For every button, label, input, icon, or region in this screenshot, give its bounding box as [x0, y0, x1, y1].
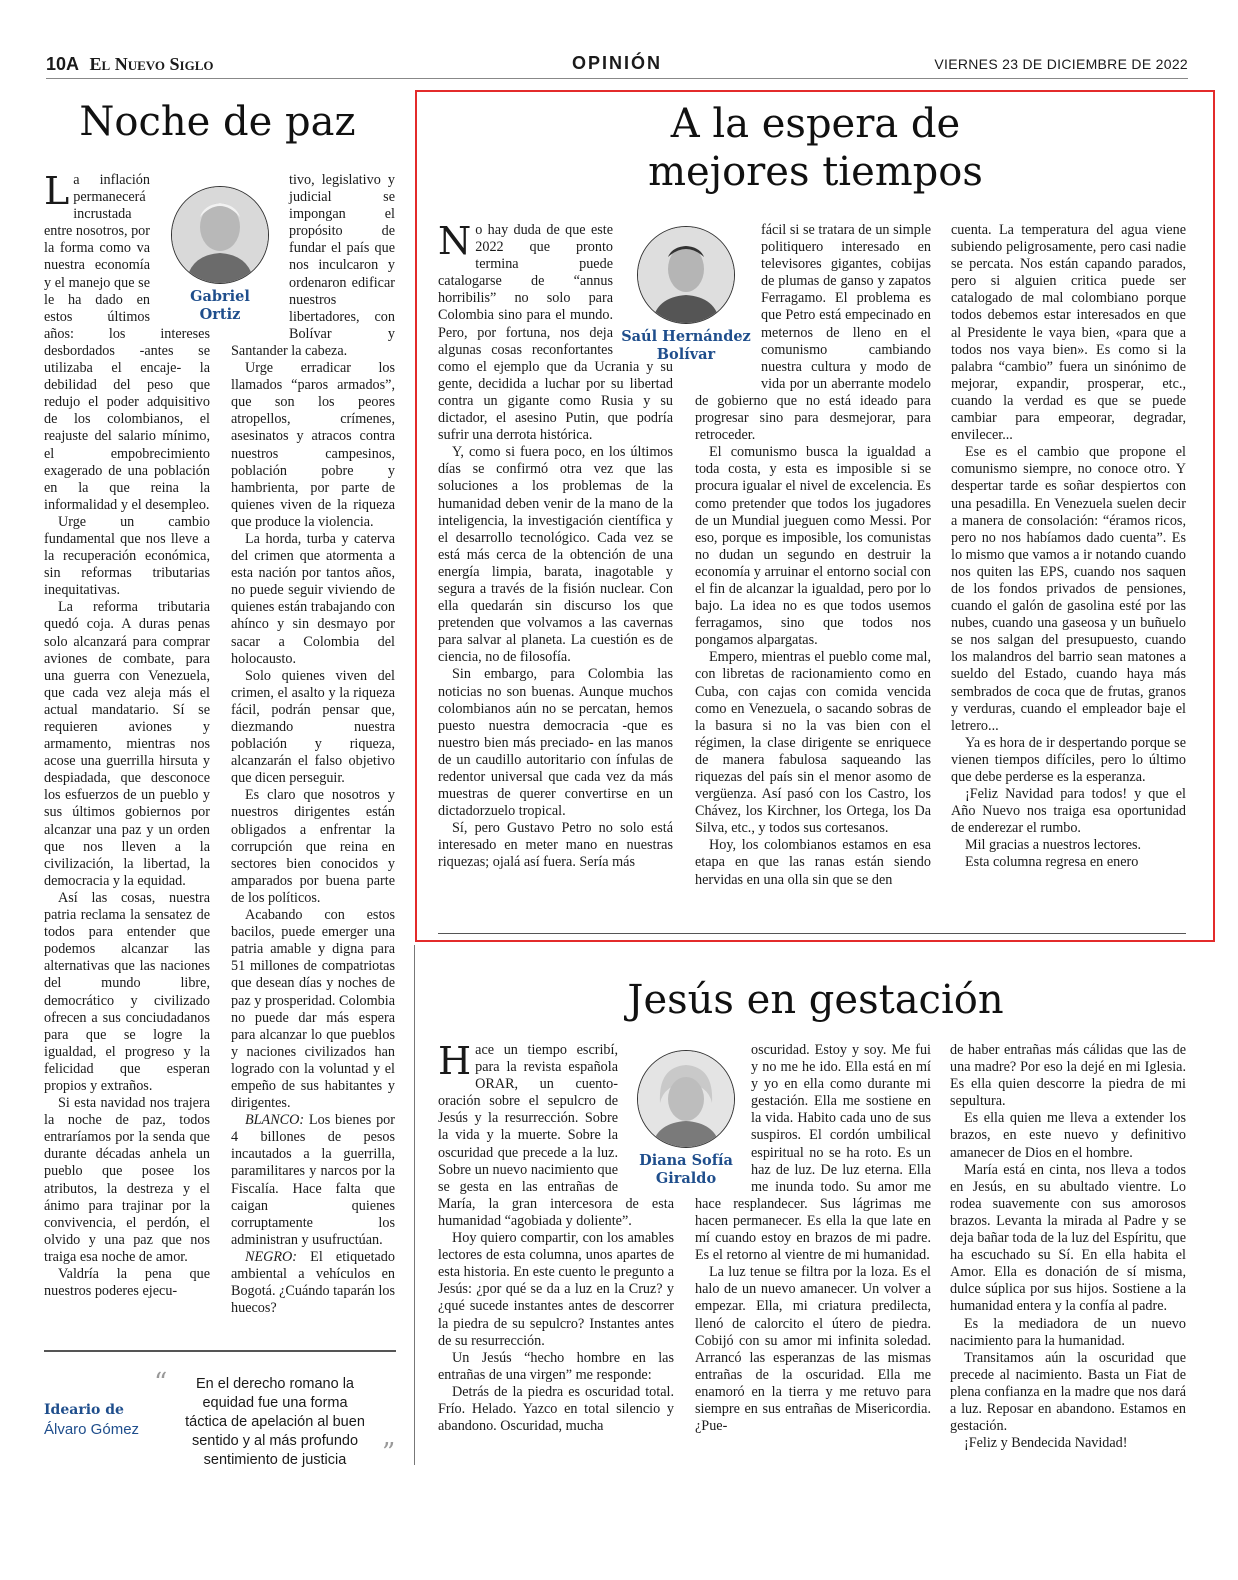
- paragraph: Ya es hora de ir despertando porque se vienen tiempos difíciles, pero lo último que debe perderse es la esperanza.: [951, 734, 1186, 785]
- author-name: Diana Sofía Giraldo: [639, 1152, 733, 1187]
- paragraph: Un Jesús “hecho hombre en las entrañas de una virgen” me responde:: [438, 1349, 674, 1383]
- ideario-quote: En el derecho romano la equidad fue una forma táctica de apelación al buen sentido y al más profundo sentimiento de justicia: [185, 1376, 365, 1468]
- paragraph: Valdría la pena que nuestros poderes ejecu-: [44, 1266, 210, 1300]
- paragraph: Hace un tiempo escribí, para la revista española ORAR, un cuento-oración sobre el sepulcro de Jesús y la resurrección. Sobre la vida y la muerte. Sobre la oscuridad que precede a la luz. Sobre un nuevo nacimiento que se gesta en las entrañas de María, la gran intercesora de esta humanidad “agobiada y doliente”.: [438, 1039, 674, 1229]
- paragraph: de haber entrañas más cálidas que las de una madre? Por eso la dejé en mi Iglesia. Es ella quien descorre la piedra de mi sepultura.: [950, 1042, 1186, 1110]
- article2-column-2: [695, 222, 931, 889]
- paragraph: El comunismo busca la igualdad a toda costa, y esta es imposible si se procura igualar el nivel de excelencia. Es como pretender que todos los jugadores de un Mundial jueguen como Messi. Por eso, porque es imposible, los comunistas no dudan un segundo en destruir la economía y arruinar el entorno social con el fin de alcanzar la igualdad, pero por lo bajo. La idea no es que todos usemos ferragamos, sino que todos nos pongamos alpargatas.: [695, 444, 931, 649]
- paragraph: Esta columna regresa en enero: [965, 854, 1139, 871]
- divider: [438, 933, 1186, 934]
- paragraph: Detrás de la piedra es oscuridad total. Frío. Helado. Yazco en total silencio y abandono. Oscuridad, mucha: [438, 1383, 674, 1435]
- paragraph: Es claro que nosotros y nuestros dirigentes están obligados a enfrentar la corrupción que reina en sectores bien conocidos y amparados por buena parte de los políticos.: [231, 787, 395, 906]
- article3-column-3: [950, 1042, 1186, 1452]
- author-name: Gabriel Ortiz: [190, 288, 250, 323]
- paragraph: Transitamos aún la oscuridad que precede al nacimiento. Basta un Fiat de plena confianza en la madre que nos dará a luz. Reposar en abandono. Estamos en gestación.: [950, 1349, 1186, 1435]
- paragraph: ¡Feliz y Bendecida Navidad!: [964, 1435, 1128, 1452]
- article3-column-1: [438, 1039, 674, 1435]
- close-quote-icon: ”: [382, 1438, 396, 1468]
- paragraph: Es la mediadora de un nuevo nacimiento para la humanidad.: [950, 1315, 1186, 1349]
- article2-column-1: [438, 219, 673, 872]
- paragraph: Urge un cambio fundamental que nos lleve a la recuperación económica, sin reformas tributarias inequitativas.: [44, 513, 210, 599]
- page-header: [46, 52, 1188, 79]
- paragraph: Empero, mientras el pueblo come mal, con libretas de racionamiento como en Cuba, con cajas con comida vencida como en Venezuela, o sacando sobras de la basura si no la vas bien con el régimen, la clase dirigente se enriquece de manera fabulosa saqueando las riquezas del país sin el menor asomo de vergüenza. Así pasó con los Castro, los Chávez, los Kirchner, los Ortega, los Da Silva, etc., y todos sus cortesanos.: [695, 649, 931, 837]
- page-number: 10A: [46, 54, 80, 74]
- article2-column-3: [951, 222, 1186, 872]
- article-title-jesus-en-gestacion: Jesús en gestación: [627, 977, 1004, 1023]
- paragraph: fácil si se tratara de un simple politiquero interesado en televisores gigantes, cobijas de plumas de ganso y zapatos Ferragamo. El problema es que Petro está empecinado en meternos de lleno en el comunismo cambiando nuestra cultura y modo de vida por un aberrante modelo de gobierno que no está ideado para progresar sino para desmejorar, para retroceder.: [695, 222, 931, 444]
- article-title-a-la-espera: A la espera de mejores tiempos: [648, 101, 983, 195]
- column-rule: [414, 945, 415, 1465]
- paragraph: oscuridad. Estoy y soy. Me fui y no me he ido. Ella está en mí y yo en ella como durante mi gestación. Ella me sostiene en la vida. Habito cada uno de sus suspiros. El cordón umbilical espiritual no se ha roto. Es un haz de luz. De luz eterna. Ella me inunda todo. Su amor me hace resplandecer. Sus lágrimas me hacen permanecer. Es ella la que late en mí cuando estoy en brazos de mi padre. Es el retorno al vientre de mi humanidad.: [695, 1042, 931, 1264]
- article1-column-2: [231, 172, 395, 1317]
- paragraph: La horda, turba y caterva del crimen que atormenta a esta nación por tantos años, no puede seguir viviendo de quienes están trabajando con ahínco y sin desmayo por sacar a Colombia del holocausto.: [231, 530, 395, 667]
- paragraph: Acabando con estos bacilos, puede emerger una patria amable y digna para 51 millones de compatriotas que desean días y noches de paz y prosperidad. Colombia no puede dar más espera para alcanzar lo que pueblos y naciones civilizados han logrado con la voluntad y el empeño de sus habitantes y dirigentes.: [231, 907, 395, 1112]
- paragraph: Si esta navidad nos trajera la noche de paz, todos entraríamos por la senda que durante décadas anhela un pueblo que posee los atributos, la destreza y el ánimo para trajinar por la convivencia, el perdón, el olvido y una paz que nos traiga esa noche de amor.: [44, 1095, 210, 1265]
- paragraph: Urge erradicar los llamados “paros armados”, que son los peores atropellos, crímenes, asesinatos y atracos contra nuestros campesinos, población pobre y hambrienta, por parte de quienes viven de la riqueza que produce la violencia.: [231, 360, 395, 530]
- paragraph: María está en cinta, nos lleva a todos en Jesús, en su abultado vientre. Lo rodea suavemente con sus amorosos brazos. Levanta la mirada al Padre y se deja bañar toda de la luz del Espíritu, que ha escuchado su Sí. En ella habita el Amor. Ella es donación de sí misma, dulce súplica por sus hijos. Sostiene a la humanidad entera y la confía al padre.: [950, 1161, 1186, 1315]
- paragraph: Hoy quiero compartir, con los amables lectores de esta columna, unos apartes de esta historia. En este cuento le pregunto a Jesús: ¿por qué se da a luz en la Cruz? y ¿qué sucede instantes antes de descorrer la piedra de su sepulcro? Instantes antes de su resurrección.: [438, 1230, 674, 1349]
- paragraph: Ese es el cambio que propone el comunismo siempre, no conoce otro. Y despertar tarde es soñar despiertos con una pesadilla. En Venezuela suelen decir a manera de consolación: “éramos ricos, pero no nos habíamos dado cuenta”. Es lo mismo que vamos a ir notando cuando nos quiten las EPS, cuando nos saquen de los fondos privados de pensiones, cuando el galón de gasolina esté por las nubes, cuando una gaseosa y un buñuelo se nos salgan del presupuesto, cuando los malandros del barrio sean matones a sueldo del Estado, cuando haya más sembrados de coca que de frutas, granos y verduras, cuando el empleador baje el letrero...: [951, 444, 1186, 734]
- paragraph: Mil gracias a nuestros lectores.: [965, 837, 1142, 854]
- blanco-note: BLANCO: Los bienes por 4 billones de pesos incautados a la guerrilla, paramilitares y narcos por la Fiscalía. Hace falta que caigan quienes corruptamente los administran y usufructúan.: [231, 1112, 395, 1248]
- open-quote-icon: “: [154, 1368, 168, 1398]
- paragraph: Sí, pero Gustavo Petro no solo está interesado en meter mano en nuestras riquezas; ojalá así fuera. Sería más: [438, 820, 673, 871]
- paragraph: Así las cosas, nuestra patria reclama la sensatez de todos para entender que podemos alcanzar las alternativas que las naciones del mundo libre, democrático y civilizado ofrecen a sus conciudadanos para que se logre la igualdad, el progreso y la felicidad que esperan propios y extraños.: [44, 889, 210, 1094]
- negro-note: NEGRO: El etiquetado ambiental a vehículos en Bogotá. ¿Cuándo taparán los huecos?: [231, 1248, 395, 1317]
- paragraph: ¡Feliz Navidad para todos! y que el Año Nuevo nos traiga esa oportunidad de enderezar el rumbo.: [951, 786, 1186, 837]
- paragraph: Sin embargo, para Colombia las noticias no son buenas. Aunque muchos colombianos aún no se percatan, hemos puesto nuestra democracia -que es nuestro bien más preciado- en las manos de un caudillo autoritario con ínfulas de redentor universal que cada vez da más muestras de querer convertirse en un dictadorzuelo tropical.: [438, 666, 673, 820]
- paragraph: Y, como si fuera poco, en los últimos días se confirmó otra vez que las soluciones a los problemas de la humanidad deben venir de la mano de la inteligencia, la investigación científica y el desarrollo tecnológico. Cada vez se está más cerca de la obtención de una energía limpia, barata, inagotable y segura a través de la fisión nuclear. Con ella quedarán sin discurso los que pretenden que volvamos a las cavernas para salvar al planeta. La cuestión es de ciencia, no de filosofía.: [438, 444, 673, 666]
- paragraph: La luz tenue se filtra por la loza. Es el halo de un nuevo amanecer. Un volver a empezar. Ella, mi criatura predilecta, llenó de calorcito el útero de piedra. Cobijó con su amor mi infinita soledad. Arrancó las esperanzas de las mismas entrañas de la oscuridad. Ella me enamoró en la tierra y me retuvo para siempre en sus entrañas de Misericordia. ¿Pue-: [695, 1264, 931, 1435]
- newspaper-name: El Nuevo Siglo: [89, 54, 214, 74]
- author-name: Saúl Hernández Bolívar: [621, 328, 751, 363]
- paragraph: La reforma tributaria quedó coja. A duras penas solo alcanzará para comprar aviones de combate, para una guerra con Venezuela, que cada vez aleja más el actual mandatario. Sí se requieren aviones y armamento, mientras nos acose una guerrilla hirsuta y despiadada, que desconoce los esfuerzos de un pueblo y sus últimos gobiernos por alcanzar una paz y un orden que nos lleven a la civilización, la libertad, la democracia y la equidad.: [44, 599, 210, 889]
- issue-date: VIERNES 23 DE DICIEMBRE DE 2022: [934, 56, 1188, 72]
- divider: [44, 1350, 396, 1352]
- paragraph: La inflación permanecerá incrustada entre nosotros, por la forma como va nuestra economía y el manejo que se le ha dado en estos últimos años: los intereses desbordados -antes se utilizaba el encaje- la debilidad del peso que redujo el poder adquisitivo de los colombianos, el reajuste del salario mínimo, el empobrecimiento exagerado de una población en la que reina la informalidad y el desempleo.: [44, 169, 210, 513]
- article1-column-1: [44, 169, 210, 1300]
- paragraph: Hoy, los colombianos estamos en esa etapa en que las ranas están siendo hervidas en una olla sin que se den: [695, 837, 931, 888]
- paragraph: Es ella quien me lleva a extender los brazos, en este nuevo y definitivo amanecer de Dios en el hombre.: [950, 1110, 1186, 1161]
- paragraph: cuenta. La temperatura del agua viene subiendo peligrosamente, pero casi nadie se percata. Nos están capando parados, pero si alguien critica puede ser catalogado de mal colombiano porque todos debemos estar interesados en que al Presidente le vaya bien, «para que a todos nos vaya bien». Es como si la palabra “cambio” fuera un sinónimo de mejorar, expandir, prosperar, etc., cuando la verdad es que se puede cambiar para empeorar, degradar, envilecer...: [951, 222, 1186, 444]
- article3-column-2: [695, 1042, 931, 1435]
- ideario-label: Ideario de Álvaro Gómez: [44, 1402, 140, 1438]
- paragraph: No hay duda de que este 2022 que pronto termina puede catalogarse de “annus horribilis” no solo para Colombia sino para el mundo. Pero, por fortuna, nos deja algunas cosas reconfortantes como el ejemplo que da Ucrania y su gente, decidida a luchar por su libertad contra un gigante como Rusia y su dictador, el asesino Putin, que podría sufrir una derrota histórica.: [438, 219, 673, 444]
- section-name: OPINIÓN: [571, 53, 662, 73]
- paragraph: tivo, legislativo y judicial se impongan el propósito de fundar el país que nos inculcaron y ordenaron edificar nuestros libertadores, con Bolívar y Santander la cabeza.: [231, 172, 395, 359]
- article-title-noche-de-paz: Noche de paz: [79, 99, 356, 145]
- paragraph: Solo quienes viven del crimen, el asalto y la riqueza fácil, podrán pensar que, diezmando nuestra población y riqueza, alcanzarán el falso objetivo que dicen perseguir.: [231, 667, 395, 787]
